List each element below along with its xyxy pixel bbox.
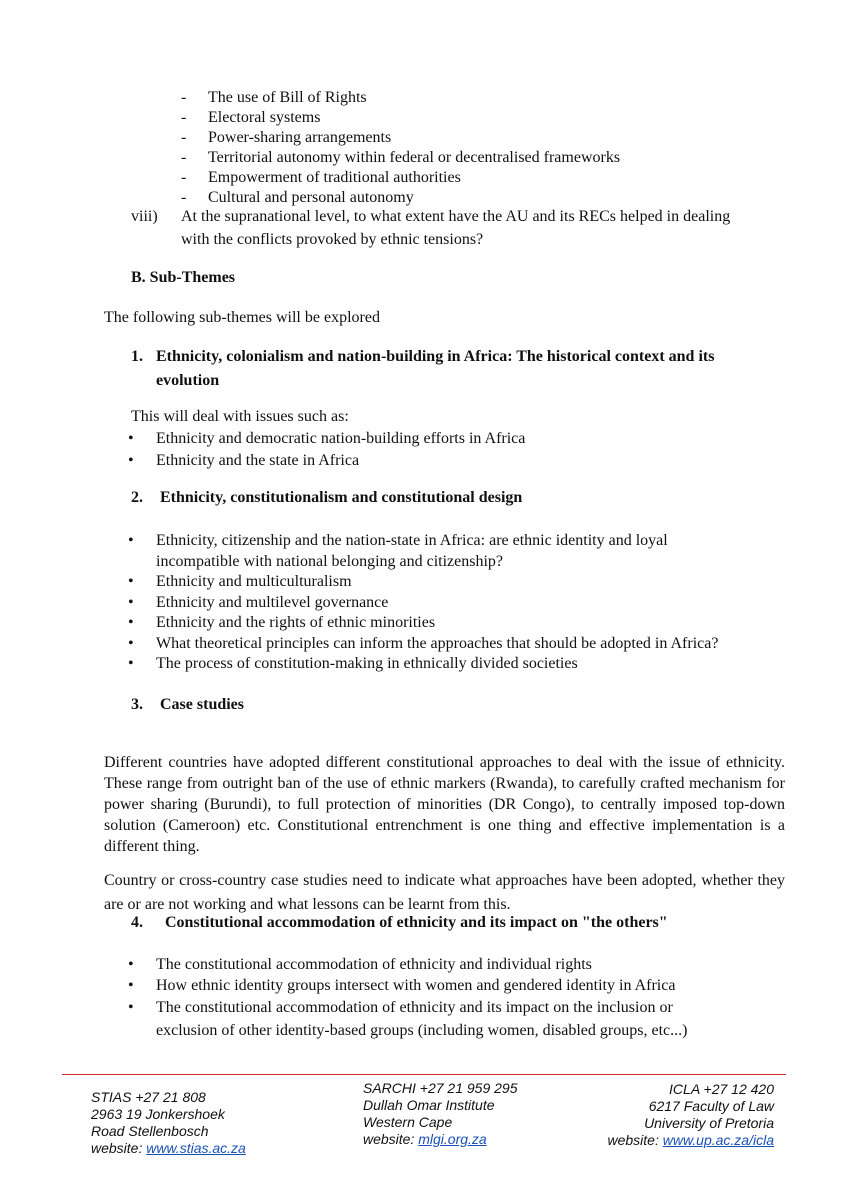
footer-stias	[91, 1089, 291, 1157]
list-item: • Ethnicity, citizenship and the nation-state in Africa: are ethnic identity and loyal incompatible with national belonging and citizenship?	[128, 532, 668, 570]
list-item: • What theoretical principles can inform the approaches that should be adopted in Africa?	[128, 634, 719, 652]
stias-phone: STIAS +27 21 808	[91, 1089, 206, 1105]
theme-2-number: 2.	[131, 489, 143, 506]
list-item: • Ethnicity and multiculturalism	[128, 573, 352, 590]
footer-icla	[574, 1081, 774, 1149]
sarchi-website-link[interactable]: mlgi.org.za	[418, 1131, 487, 1147]
list-item: • The process of constitution-making in ethnically divided societies	[128, 655, 578, 672]
theme-4-number: 4.	[131, 914, 143, 931]
theme-1-title-line2: evolution	[156, 372, 220, 389]
icla-website-row: website: www.up.ac.za/icla	[607, 1132, 774, 1148]
theme-3-paragraph-1: Different countries have adopted different constitutional approaches to deal with the issue of ethnicity. These range from outright ban of the use of ethnic markers (Rwanda), to carefully crafted mechanism for power sharing (Burundi), to full protection of minorities (DR Congo), to centrally imposed top-down solution (Cameroon) etc. Constitutional entrenchment is one thing and effective implementation is a different thing.	[104, 754, 785, 855]
sarchi-address-1: Dullah Omar Institute	[363, 1097, 495, 1113]
question-text-line1: At the supranational level, to what extent have the AU and its RECs helped in dealing	[181, 208, 731, 225]
sarchi-phone: SARCHI +27 21 959 295	[363, 1080, 518, 1096]
list-item: • The constitutional accommodation of ethnicity and its impact on the inclusion or exclusion of other identity-based groups (including women, disabled groups, etc...)	[128, 999, 688, 1039]
icla-address-1: 6217 Faculty of Law	[648, 1098, 774, 1114]
theme-1-list	[128, 429, 778, 471]
sarchi-address-2: Western Cape	[363, 1114, 453, 1130]
stias-website-link[interactable]: www.stias.ac.za	[146, 1140, 246, 1156]
question-numeral: viii)	[131, 208, 158, 225]
theme-1-lead: This will deal with issues such as:	[131, 408, 349, 425]
sarchi-website-row: website: mlgi.org.za	[363, 1131, 487, 1147]
list-item: • The constitutional accommodation of ethnicity and individual rights	[128, 956, 592, 973]
theme-3-title: Case studies	[160, 696, 245, 713]
list-item: • Ethnicity and the state in Africa	[128, 451, 360, 469]
footer-divider	[62, 1074, 786, 1075]
list-item: • Ethnicity and democratic nation-building efforts in Africa	[128, 430, 526, 447]
stias-website-row: website: www.stias.ac.za	[91, 1140, 246, 1156]
icla-phone: ICLA +27 12 420	[669, 1081, 774, 1097]
footer-sarchi	[363, 1080, 563, 1148]
icla-website-link[interactable]: www.up.ac.za/icla	[662, 1132, 774, 1148]
theme-2-list	[128, 531, 753, 675]
theme-1-title-line1: Ethnicity, colonialism and nation-building in Africa: The historical context and its	[156, 348, 715, 365]
question-text-line2: with the conflicts provoked by ethnic tensions?	[181, 231, 484, 248]
theme-4-title: Constitutional accommodation of ethnicity and its impact on "the others"	[165, 914, 668, 931]
stias-address-2: Road Stellenbosch	[91, 1123, 209, 1139]
theme-2-title: Ethnicity, constitutionalism and constitutional design	[160, 489, 523, 506]
list-item: • Ethnicity and the rights of ethnic minorities	[128, 614, 436, 631]
section-b-heading: B. Sub-Themes	[131, 269, 236, 286]
list-item: • How ethnic identity groups intersect with women and gendered identity in Africa	[128, 976, 676, 994]
theme-4-list	[128, 955, 728, 1042]
section-b-intro: The following sub-themes will be explored	[104, 309, 380, 326]
theme-1-number: 1.	[131, 348, 143, 365]
stias-address-1: 2963 19 Jonkershoek	[91, 1106, 225, 1122]
list-item: • Ethnicity and multilevel governance	[128, 593, 389, 611]
icla-address-2: University of Pretoria	[644, 1115, 774, 1131]
theme-3-number: 3.	[131, 696, 143, 713]
theme-3-paragraph-2: Country or cross-country case studies need to indicate what approaches have been adopted, whether they are or are not working and what lessons can be learnt from this.	[104, 872, 785, 913]
